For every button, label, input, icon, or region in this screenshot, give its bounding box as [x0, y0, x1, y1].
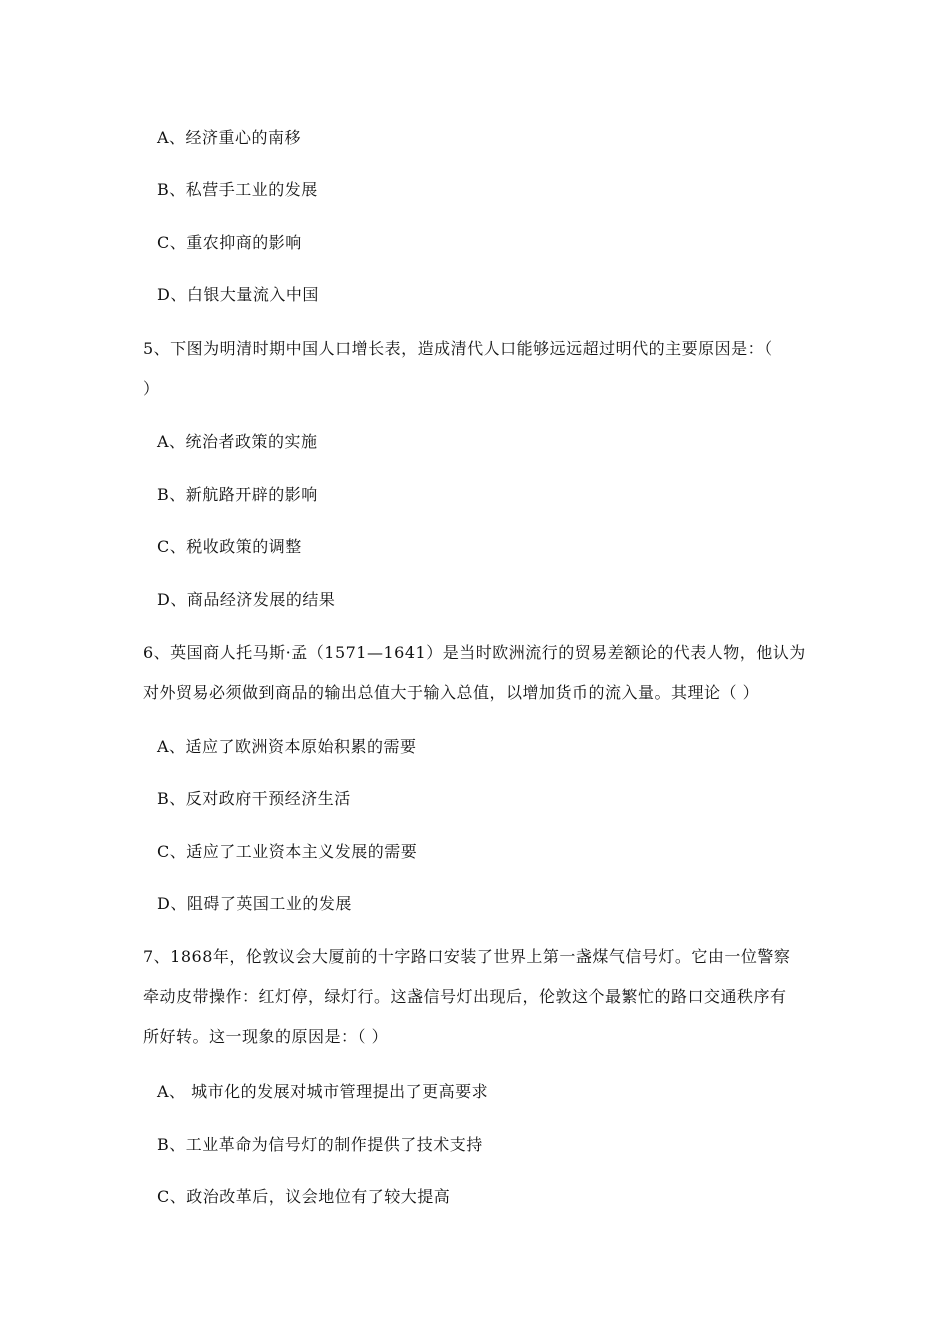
q4-option-b: B、私营手工业的发展	[157, 180, 318, 199]
q7-stem-line-1: 7、1868年，伦敦议会大厦前的十字路口安装了世界上第一盏煤气信号灯。它由一位警察	[143, 947, 791, 966]
q7-stem-line-3: 所好转。这一现象的原因是：（ ）	[143, 1027, 389, 1046]
q5-option-c: C、税收政策的调整	[157, 537, 302, 556]
q6-stem-line-1: 6、英国商人托马斯·孟（1571—1641）是当时欧洲流行的贸易差额论的代表人物，他认为	[143, 643, 806, 662]
q5-stem-line-1: 5、下图为明清时期中国人口增长表，造成清代人口能够远远超过明代的主要原因是：（	[143, 339, 773, 358]
q5-option-a: A、统治者政策的实施	[157, 432, 318, 451]
q5-option-d: D、商品经济发展的结果	[157, 590, 336, 609]
q5-stem-line-2: ）	[143, 379, 160, 398]
q7-option-c: C、政治改革后，议会地位有了较大提高	[157, 1187, 451, 1206]
q4-option-a: A、经济重心的南移	[157, 128, 302, 147]
q4-option-c: C、重农抑商的影响	[157, 233, 302, 252]
q6-option-a: A、适应了欧洲资本原始积累的需要	[157, 737, 417, 756]
q6-option-c: C、适应了工业资本主义发展的需要	[157, 842, 418, 861]
q4-option-d: D、白银大量流入中国	[157, 285, 319, 304]
q5-option-b: B、新航路开辟的影响	[157, 485, 318, 504]
q7-option-b: B、工业革命为信号灯的制作提供了技术支持	[157, 1135, 483, 1154]
q7-stem-line-2: 牵动皮带操作：红灯停，绿灯行。这盏信号灯出现后，伦敦这个最繁忙的路口交通秩序有	[143, 987, 787, 1006]
q6-option-b: B、反对政府干预经济生活	[157, 789, 351, 808]
q6-stem-line-2: 对外贸易必须做到商品的输出总值大于输入总值，以增加货币的流入量。其理论（ ）	[143, 683, 760, 702]
q6-option-d: D、阻碍了英国工业的发展	[157, 894, 352, 913]
q7-option-a: A、 城市化的发展对城市管理提出了更高要求	[157, 1082, 489, 1101]
